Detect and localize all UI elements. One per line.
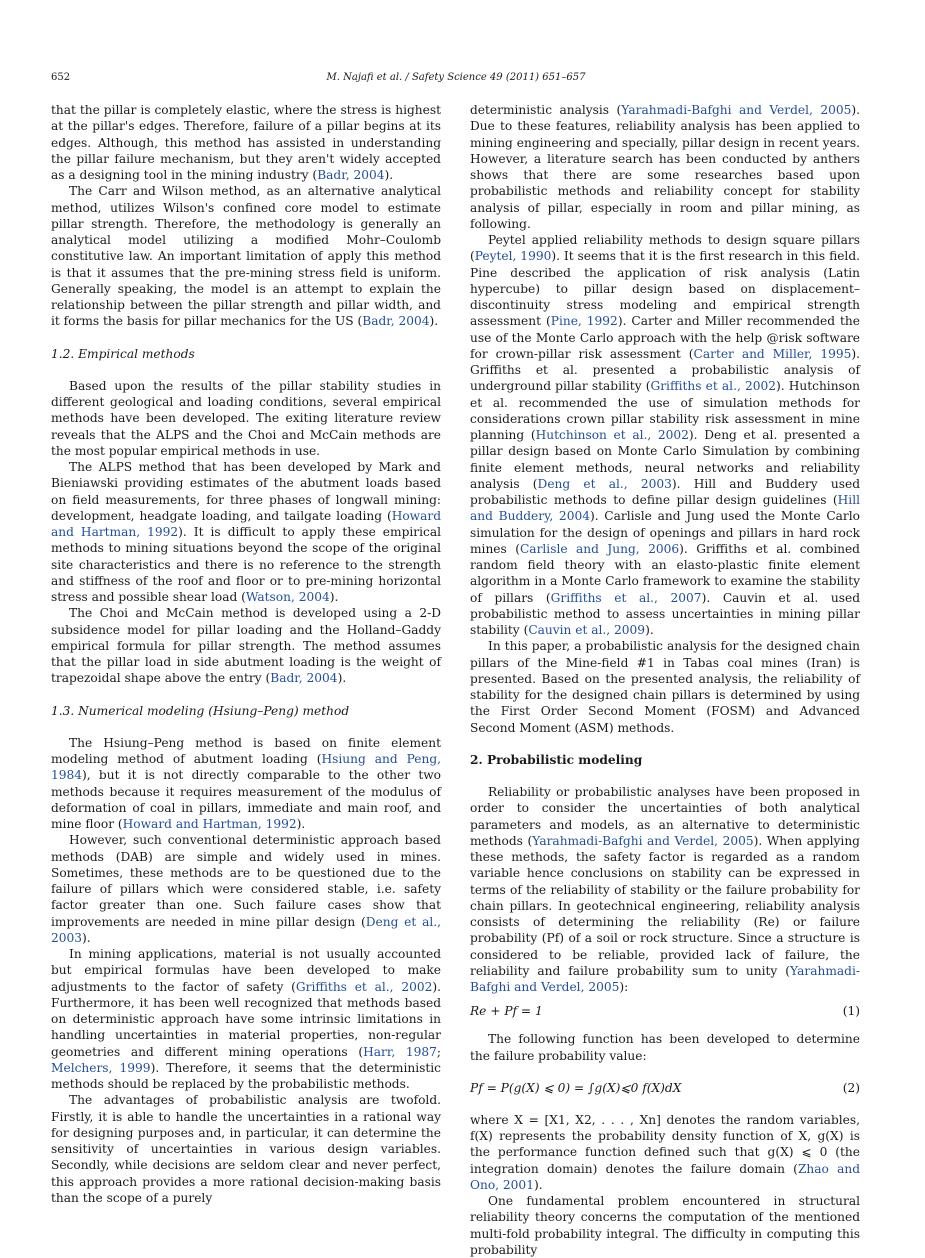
- citation-link[interactable]: Deng et al., 2003: [537, 476, 672, 491]
- citation-link[interactable]: Peytel, 1990: [474, 249, 552, 264]
- paragraph: In this paper, a probabilistic analysis for the designed chain pillars of the Mine-field #1 in Tabas coal mines (Iran) is presented. Based on the presented analysis, the reliability of stability for the designed chain pillars is determined by using the First Order Second Moment (FOSM) and Advanced Second Moment (ASM) methods.: [470, 639, 860, 735]
- paragraph: The advantages of probabilistic analysis are twofold. Firstly, it is able to handle the uncertainties in a rational way for designing purposes and, in particular, it can determine the sensitivity of uncertainties in various design variables. Secondly, while decisions are seldom clear and never perfect, this approach provides a more rational decision-making basis than the scope of a purely: [51, 1093, 441, 1205]
- citation-link[interactable]: Cauvin et al., 2009: [528, 623, 646, 637]
- equation-expression: Re + Pf = 1: [470, 1004, 543, 1019]
- citation-link[interactable]: Hill and Buddery, 2004: [470, 493, 860, 524]
- citation-link[interactable]: Howard and Hartman, 1992: [122, 817, 297, 831]
- citation-link[interactable]: Griffiths et al., 2007: [550, 590, 702, 605]
- citation-link[interactable]: Deng et al., 2003: [51, 914, 441, 945]
- paragraph: Peytel applied reliability methods to design square pillars (Peytel, 1990). It seems that it is the first research in this field. Pine described the application of risk analysis (Latin hypercube) to pillar design based on displacement–discontinuity stress modeling and empirical strength assessment (Pine, 1992). Carter and Miller recommended the use of the Monte Carlo approach with the help @risk software for crown-pillar risk assessment (Carter and Miller, 1995). Griffiths et al. presented a probabilistic analysis of underground pillar stability (Griffiths et al., 2002). Hutchinson et al. recommended the use of simulation methods for considerations crown pillar stability risk assessment in mine planning (Hutchinson et al., 2002). Deng et al. presented a pillar design based on Monte Carlo Simulation by combining finite element methods, neural networks and reliability analysis (Deng et al., 2003). Hill and Buddery used probabilistic methods to define pillar design guidelines (Hill and Buddery, 2004). Carlisle and Jung used the Monte Carlo simulation for the design of openings and pillars in hard rock mines (Carlisle and Jung, 2006). Griffiths et al. combined random field theory with an elasto-plastic finite element algorithm in a Monte Carlo framework to examine the stability of pillars (Griffiths et al., 2007). Cauvin et al. used probabilistic method to assess uncertainties in mining pillar stability (Cauvin et al., 2009).: [470, 233, 861, 637]
- paragraph: that the pillar is completely elastic, where the stress is highest at the pillar's edges. Therefore, failure of a pillar begins at its edges. Although, this method has assisted in understanding the pillar failure mechanism, but they aren't widely accepted as a designing tool in the mining industry (Badr, 2004).: [51, 103, 441, 182]
- citation-link[interactable]: Griffiths et al., 2002: [650, 379, 776, 394]
- citation-link[interactable]: Carter and Miller, 1995: [693, 346, 852, 361]
- paragraph: One fundamental problem encountered in structural reliability theory concerns the computation of the mentioned multi-fold probability integral. The difficulty in computing this probability: [470, 1194, 860, 1257]
- paragraph: Based upon the results of the pillar stability studies in different geological and loading conditions, several empirical methods have been developed. The exiting literature review reveals that the ALPS and the Choi and McCain methods are the most popular empirical methods in use.: [51, 378, 441, 458]
- equation-2: [470, 1072, 860, 1104]
- citation-link[interactable]: Badr, 2004: [362, 314, 430, 329]
- paragraph: The Hsiung–Peng method is based on finite element modeling method of abutment loading (Hsiung and Peng, 1984), but it is not directly comparable to the other two methods because it requires measurement of the modulus of deformation of coal in pillars, immediate and main roof, and mine floor (Howard and Hartman, 1992).: [51, 735, 441, 831]
- citation-link[interactable]: Badr, 2004: [317, 168, 385, 182]
- citation-link[interactable]: Pine, 1992: [550, 314, 618, 329]
- paragraph: where X = [X1, X2, . . . , Xn] denotes the random variables, f(X) represents the probability density function of X, g(X) is the performance function defined such that g(X) ⩽ 0 (the integration domain) denotes the failure domain (Zhao and Ono, 2001).: [470, 1112, 861, 1192]
- left-column: [51, 102, 441, 1206]
- paragraph: deterministic analysis (Yarahmadi-Bafghi and Verdel, 2005). Due to these features, reliability analysis has been applied to mining engineering and specially, pillar design in recent years. However, a literature search has been conducted by anthers shows that there are some researches based upon probabilistic methods and reliability concept for stability analysis of pillar, especially in room and pillar mining, as following.: [470, 103, 860, 231]
- citation-link[interactable]: Yarahmadi-Bafghi and Verdel, 2005: [532, 833, 754, 848]
- citation-link[interactable]: Hsiung and Peng, 1984: [51, 752, 441, 783]
- equation-number: (1): [842, 1004, 860, 1019]
- citation-link[interactable]: Yarahmadi-Bafghi and Verdel, 2005: [470, 963, 860, 994]
- paragraph: The Carr and Wilson method, as an alternative analytical method, utilizes Wilson's confined core model to estimate pillar strength. Therefore, the methodology is generally an analytical model utilizing a modified Mohr–Coulomb constitutive law. An important limitation of apply this method is that it assumes that the pre-mining stress field is uniform. Generally speaking, the model is an attempt to explain the relationship between the pillar strength and pillar width, and it forms the basis for pillar mechanics for the US (Badr, 2004).: [51, 184, 441, 329]
- paragraph: The ALPS method that has been developed by Mark and Bieniawski providing estimates of the abutment loads based on field measurements, for three phases of longwall mining: development, headgate loading, and tailgate loading (Howard and Hartman, 1992). It is difficult to apply these empirical methods to mining situations beyond the scope of the original site characteristics and there is no reference to the strength and stiffness of the roof and floor or to pre-mining horizontal stress and possible shear load (Watson, 2004).: [51, 460, 441, 604]
- running-title: M. Najafi et al. / Safety Science 49 (2011) 651–657: [326, 72, 586, 83]
- citation-link[interactable]: Badr, 2004: [270, 671, 338, 686]
- equation-number: (2): [842, 1080, 860, 1095]
- citation-link[interactable]: Yarahmadi-Bafghi and Verdel, 2005: [621, 103, 852, 117]
- paragraph: The Choi and McCain method is developed using a 2-D subsidence model for pillar loading and the Holland–Gaddy empirical formula for pillar strength. The method assumes that the pillar load in side abutment loading is the weight of trapezoidal shape above the entry (Badr, 2004).: [51, 606, 441, 686]
- citation-link[interactable]: Carlisle and Jung, 2006: [519, 541, 680, 556]
- right-column: [470, 102, 860, 1258]
- citation-link[interactable]: Melchers, 1999: [51, 1060, 151, 1075]
- paragraph: In mining applications, material is not usually accounted but empirical formulas have been developed to make adjustments to the factor of safety (Griffiths et al., 2002). Furthermore, it has been well recognized that methods based on deterministic approach have some intrinsic limitations in handling uncertainties in material properties, non-regular geometries and different mining operations (Harr, 1987; Melchers, 1999). Therefore, it seems that the deterministic methods should be replaced by the probabilistic methods.: [51, 947, 441, 1091]
- section-heading: 2. Probabilistic modeling: [470, 752, 643, 767]
- equation-1: [470, 1003, 860, 1023]
- paragraph: Reliability or probabilistic analyses have been proposed in order to consider the uncertainties of both analytical parameters and models, as an alternative to deterministic methods (Yarahmadi-Bafghi and Verdel, 2005). When applying these methods, the safety factor is regarded as a random variable hence conclusions on stability can be expressed in terms of the reliability of stability or the failure probability for chain pillars. In geotechnical engineering, reliability analysis consists of determining the reliability (Re) or failure probability (Pf) of a soil or rock structure. Since a structure is considered to be reliable, provided lack of failure, the reliability and failure probability sum to unity (Yarahmadi-Bafghi and Verdel, 2005):: [470, 785, 860, 994]
- section-heading: 1.2. Empirical methods: [51, 346, 195, 361]
- citation-link[interactable]: Hutchinson et al., 2002: [535, 428, 689, 442]
- paragraph: However, such conventional deterministic approach based methods (DAB) are simple and widely used in mines. Sometimes, these methods are to be questioned due to the failure of pillars which were considered stable, i.e. safety factor greater than one. Such failure cases show that improvements are needed in mine pillar design (Deng et al., 2003).: [51, 833, 441, 945]
- paragraph: The following function has been developed to determine the failure probability value:: [470, 1032, 860, 1063]
- citation-link[interactable]: Harr, 1987: [363, 1044, 437, 1059]
- page-header: [51, 72, 861, 88]
- citation-link[interactable]: Griffiths et al., 2002: [295, 979, 433, 994]
- page-number: 652: [51, 72, 71, 83]
- citation-link[interactable]: Zhao and Ono, 2001: [470, 1161, 861, 1192]
- citation-link[interactable]: Howard and Hartman, 1992: [51, 508, 441, 539]
- equation-expression: Pf = P(g(X) ⩽ 0) = ∫g(X)⩽0 f(X)dX: [470, 1080, 682, 1095]
- citation-link[interactable]: Watson, 2004: [245, 590, 330, 604]
- section-heading: 1.3. Numerical modeling (Hsiung–Peng) method: [51, 703, 350, 718]
